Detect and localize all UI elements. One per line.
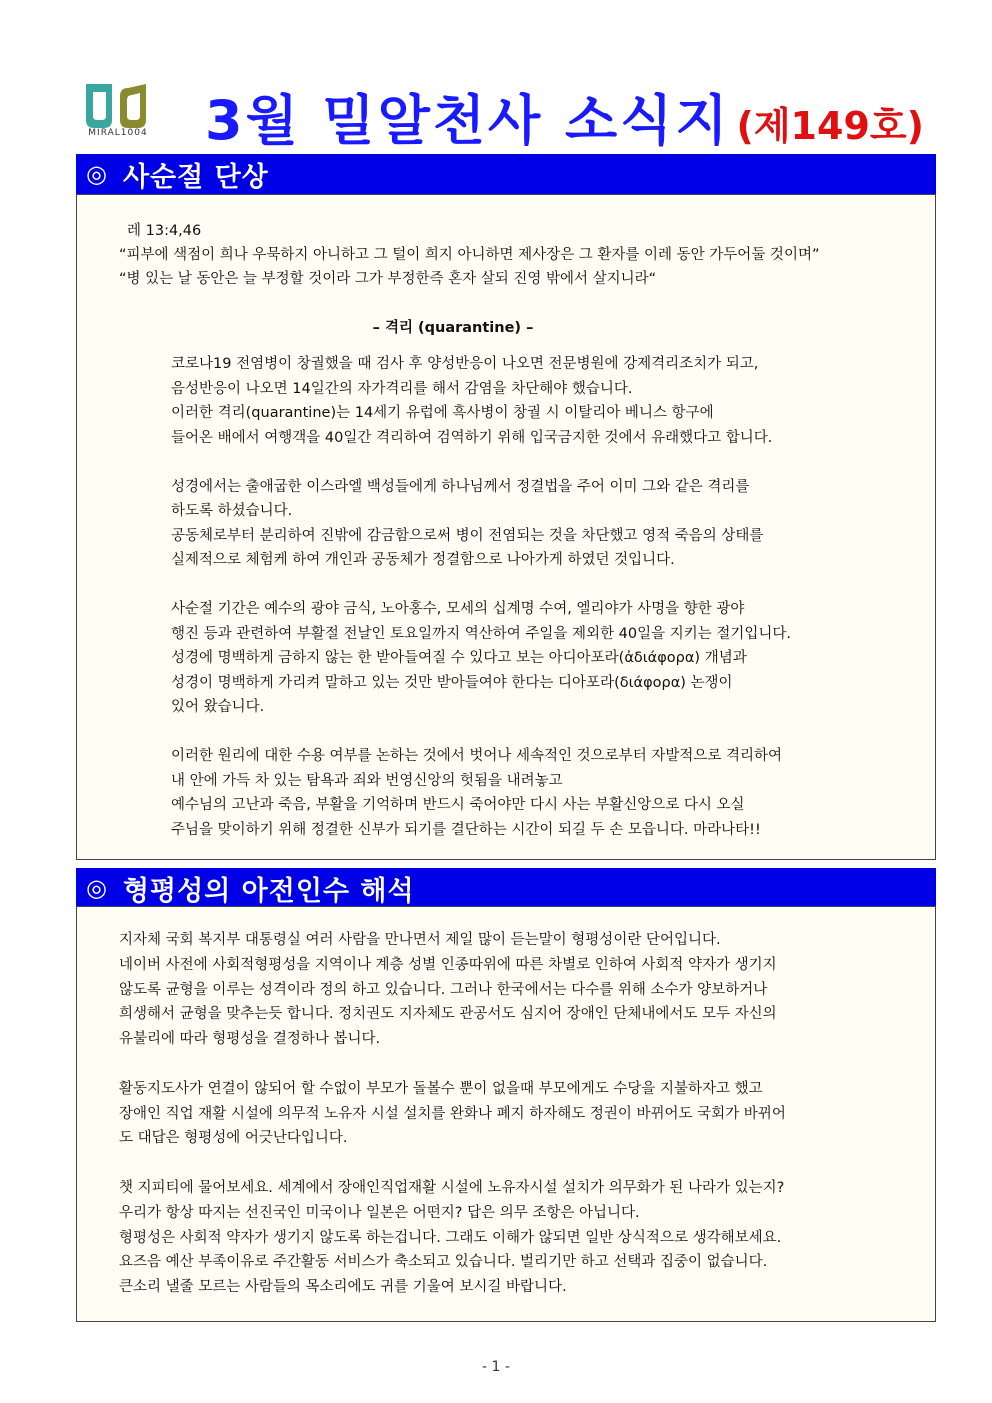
double-circle-icon: ◎ [86,874,107,902]
paragraph-line: 네이버 사전에 사회적형평성을 지역이나 계층 성별 인종따위에 따른 차별로 인하여 사회적 약자가 생기지 [119,956,777,973]
verse-line: “피부에 색점이 희나 우묵하지 아니하고 그 털이 희지 아니하면 제사장은 그 환자를 이레 동안 가두어둘 것이며” [119,247,820,263]
paragraph-line: 하도록 하셨습니다. [171,503,293,519]
paragraph-line: 큰소리 낼줄 모르는 사람들의 목소리에도 귀를 기울여 보시길 바랍니다. [119,1279,567,1296]
section-body-lent [76,194,936,860]
paragraph-line: 내 안에 가득 차 있는 탐욕과 죄와 번영신앙의 헛됨을 내려놓고 [171,772,563,789]
paragraph-line: 우리가 항상 따지는 선진국인 미국이나 일본은 어떤지? 답은 의무 조항은 아닙니다. [119,1204,640,1221]
paragraph-line: 희생해서 균형을 맞추는듯 합니다. 정치권도 지자체도 관공서도 심지어 장애인 단체내에서도 모두 자신의 [119,1006,777,1023]
logo-text: MIRAL1004 [88,128,148,138]
paragraph-line: 성경에서는 출애굽한 이스라엘 백성들에게 하나님께서 정결법을 주어 이미 그와 같은 격리를 [171,478,750,495]
paragraph-line: 이러한 원리에 대한 수용 여부를 논하는 것에서 벗어나 세속적인 것으로부터 자발적으로 격리하여 [171,748,782,764]
paragraph-line: 사순절 기간은 예수의 광야 금식, 노아홍수, 모세의 십계명 수여, 엘리야가 사명을 향한 광야 [171,601,745,617]
paragraph-line: 예수님의 고난과 죽음, 부활을 기억하며 반드시 죽어야만 다시 사는 부활신앙으로 다시 오실 [171,797,745,813]
section-title: 형평성의 아전인수 해석 [122,875,415,907]
page-number: - 1 - [482,1359,510,1375]
paragraph-line: 행진 등과 관련하여 부활절 전날인 토요일까지 역산하여 주일을 제외한 40일을 지키는 절기입니다. [171,625,792,642]
paragraph-line: 주님을 맞이하기 위해 정결한 신부가 되기를 결단하는 시간이 되길 두 손 모읍니다. 마라나타!! [171,821,761,838]
paragraph-line: 형평성은 사회적 약자가 생기지 않도록 하는겁니다. 그래도 이해가 않되면 일반 상식적으로 생각해보세요. [119,1229,782,1246]
article-subtitle: – 격리 (quarantine) – [372,320,534,336]
paragraph-line: 음성반응이 나오면 14일간의 자가격리를 해서 감염을 차단해야 했습니다. [171,380,633,397]
paragraph-line: 있어 왔습니다. [171,699,265,715]
paragraph-line: 않도록 균형을 이루는 성격이라 정의 하고 있습니다. 그러나 한국에서는 다수를 위해 소수가 양보하거나 [119,981,768,998]
verse-line: “병 있는 날 동안은 늘 부정할 것이라 그가 부정한즉 혼자 살되 진영 밖에서 살지니라“ [119,271,657,287]
paragraph-line: 유불리에 따라 형평성을 결정하나 봅니다. [119,1031,381,1048]
paragraph-line: 챗 지피티에 물어보세요. 세계에서 장애인직업재활 시설에 노유자시설 설치가 의무화가 된 나라가 있는지? [119,1180,785,1196]
paragraph-line: 코로나19 전염병이 창궐했을 때 검사 후 양성반응이 나오면 전문병원에 강제격리조치가 되고, [171,356,759,372]
section-header-lent [76,154,936,194]
page-title [205,78,924,152]
paragraph-line: 지자체 국회 복지부 대통령실 여러 사람을 만나면서 제일 많이 듣는말이 형평성이란 단어입니다. [119,932,721,948]
paragraph-line: 공동체로부터 분리하여 진밖에 감금함으로써 병이 전염되는 것을 차단했고 영적 죽음의 상태를 [171,527,764,544]
paragraph-line: 요즈음 예산 부족이유로 주간활동 서비스가 축소되고 있습니다. 벌리기만 하고 선택과 집중이 없습니다. [119,1254,768,1271]
paragraph-line: 실제적으로 체험케 하여 개인과 공동체가 정결함으로 나아가게 하였던 것입니다. [171,552,675,568]
paragraph-line: 활동지도사가 연결이 않되어 할 수없이 부모가 돌볼수 뿐이 없을때 부모에게도 수당을 지불하자고 했고 [119,1080,763,1097]
paragraph-line: 성경에 명백하게 금하지 않는 한 받아들여질 수 있다고 보는 아디아포라(ἀδιάφορα) 개념과 [171,650,747,666]
paragraph-line: 이러한 격리(quarantine)는 14세기 유럽에 흑사병이 창궐 시 이탈리아 베니스 항구에 [171,405,714,421]
newsletter-title: 3월 밀알천사 소식지 [205,89,731,152]
paragraph-line: 도 대답은 형평성에 어긋난다입니다. [119,1130,348,1147]
section-body-equity [76,906,936,1322]
double-circle-icon: ◎ [86,160,107,188]
paragraph-line: 들어온 배에서 여행객을 40일간 격리하여 검역하기 위해 입국금지한 것에서 유래했다고 합니다. [171,429,773,446]
paragraph-line: 장애인 직업 재활 시설에 의무적 노유자 시설 설치를 완화나 폐지 하자해도 정권이 바뀌어도 국회가 바뀌어 [119,1105,786,1122]
section-header-equity [76,868,936,908]
section-title: 사순절 단상 [122,161,269,193]
paragraph-line: 성경이 명백하게 가리켜 말하고 있는 것만 받아들여야 한다는 디아포라(διάφορα) 논쟁이 [171,674,733,691]
verse-reference: 레 13:4,46 [127,223,202,239]
issue-number: (제149호) [736,104,924,148]
